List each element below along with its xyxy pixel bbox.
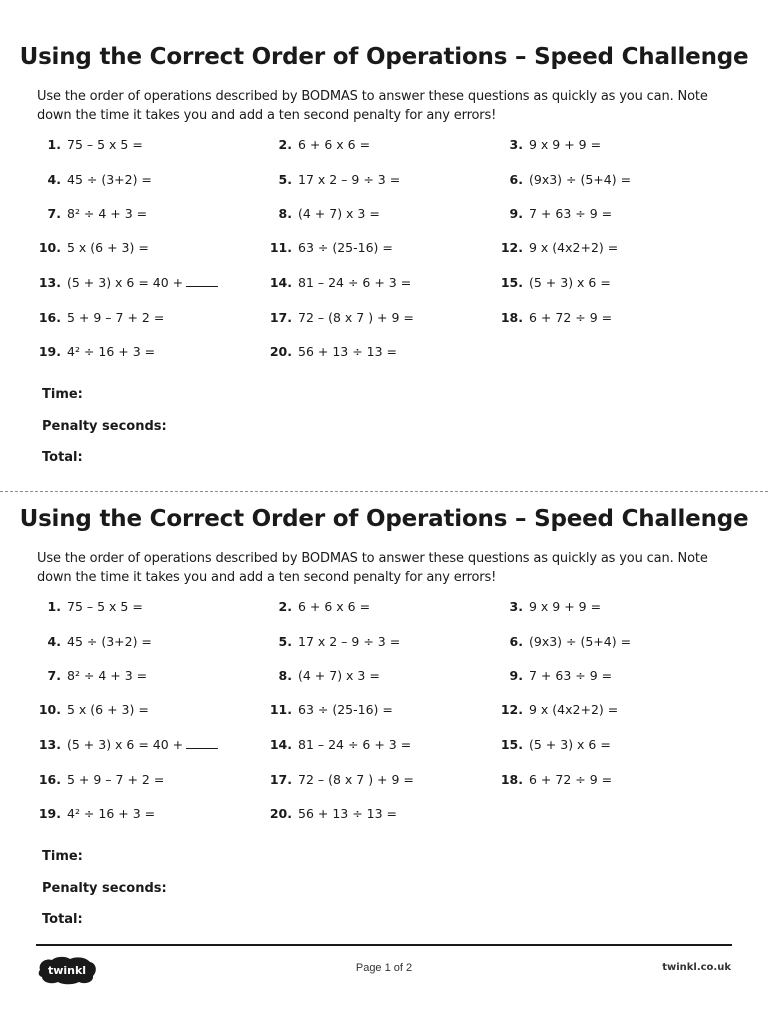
question-text: 9 x (4x2+2) = [529,240,619,255]
question-number: 11. [269,240,292,255]
question-text: (4 + 7) x 3 = [298,206,380,221]
question-text: 56 + 13 ÷ 13 = [298,344,398,359]
question-number: 16. [38,310,61,325]
question-text: 9 x (4x2+2) = [529,702,619,717]
question-text: 5 x (6 + 3) = [67,702,149,717]
question-14 [268,275,411,290]
question-1 [37,137,143,152]
question-number: 17. [269,310,292,325]
question-text: 4² ÷ 16 + 3 = [67,806,156,821]
question-20 [268,806,397,821]
question-number: 9. [509,668,523,683]
question-number: 4. [47,634,61,649]
logo-text: twinkl [47,964,87,977]
total-label: Total: [42,912,83,927]
question-number: 19. [38,806,61,821]
question-number: 20. [269,806,292,821]
question-9 [499,206,612,221]
question-number: 3. [509,599,523,614]
question-8 [268,668,380,683]
question-text: 75 – 5 x 5 = [67,137,143,152]
question-text: 72 – (8 x 7 ) + 9 = [298,772,414,787]
total-label: Total: [42,450,83,465]
site-url: twinkl.co.uk [662,962,731,973]
time-label: Time: [42,387,83,402]
question-19 [37,344,155,359]
question-text: 63 ÷ (25-16) = [298,702,393,717]
question-number: 7. [47,668,61,683]
question-number: 1. [47,137,61,152]
question-number: 19. [38,344,61,359]
question-number: 12. [500,240,523,255]
question-12 [499,702,618,717]
question-6 [499,172,631,187]
question-text: 9 x 9 + 9 = [529,137,602,152]
question-text: 45 ÷ (3+2) = [67,172,152,187]
footer-rule [36,944,732,946]
answer-blank [186,285,218,287]
question-9 [499,668,612,683]
question-18 [499,310,612,325]
question-number: 10. [38,240,61,255]
question-number: 12. [500,702,523,717]
question-4 [37,634,152,649]
question-number: 8. [278,206,292,221]
question-text: (9x3) ÷ (5+4) = [529,634,632,649]
question-number: 11. [269,702,292,717]
answer-blank [186,747,218,749]
question-number: 14. [269,275,292,290]
worksheet-title: Using the Correct Order of Operations – Speed Challenge [19,506,749,532]
page-number: Page 1 of 2 [355,962,413,974]
question-number: 6. [509,172,523,187]
question-text: 5 x (6 + 3) = [67,240,149,255]
question-text: 45 ÷ (3+2) = [67,634,152,649]
question-text: 5 + 9 – 7 + 2 = [67,772,165,787]
question-text: 56 + 13 ÷ 13 = [298,806,398,821]
question-text: (5 + 3) x 6 = [529,737,611,752]
question-number: 7. [47,206,61,221]
question-15 [499,737,611,752]
question-number: 14. [269,737,292,752]
question-3 [499,137,601,152]
question-text: 81 – 24 ÷ 6 + 3 = [298,275,412,290]
time-label: Time: [42,849,83,864]
question-number: 8. [278,668,292,683]
cut-line [0,491,768,492]
penalty-label: Penalty seconds: [42,419,167,434]
question-20 [268,344,397,359]
question-text: 75 – 5 x 5 = [67,599,143,614]
question-number: 5. [278,172,292,187]
question-text: 4² ÷ 16 + 3 = [67,344,156,359]
question-2 [268,599,370,614]
question-number: 2. [278,599,292,614]
question-text: 72 – (8 x 7 ) + 9 = [298,310,414,325]
question-text: 6 + 72 ÷ 9 = [529,310,613,325]
question-text: 8² ÷ 4 + 3 = [67,668,148,683]
instructions: Use the order of operations described by BODMAS to answer these questions as quickly as you can. Note down the time it takes you and add a ten second penalty for any errors! [37,89,708,123]
question-7 [37,668,147,683]
question-text: 5 + 9 – 7 + 2 = [67,310,165,325]
question-text: 6 + 6 x 6 = [298,599,371,614]
penalty-label: Penalty seconds: [42,881,167,896]
question-19 [37,806,155,821]
question-number: 17. [269,772,292,787]
question-4 [37,172,152,187]
question-text: 6 + 72 ÷ 9 = [529,772,613,787]
question-number: 6. [509,634,523,649]
question-number: 9. [509,206,523,221]
question-2 [268,137,370,152]
question-text: (4 + 7) x 3 = [298,668,380,683]
question-number: 10. [38,702,61,717]
instructions: Use the order of operations described by BODMAS to answer these questions as quickly as you can. Note down the time it takes you and add a ten second penalty for any errors! [37,551,708,585]
question-number: 20. [269,344,292,359]
question-16 [37,310,164,325]
question-6 [499,634,631,649]
question-14 [268,737,411,752]
question-10 [37,702,149,717]
question-number: 4. [47,172,61,187]
question-number: 13. [38,275,61,290]
question-15 [499,275,611,290]
question-text: (5 + 3) x 6 = 40 + [67,737,184,752]
question-text: 7 + 63 ÷ 9 = [529,668,613,683]
question-number: 2. [278,137,292,152]
question-number: 18. [500,772,523,787]
question-number: 5. [278,634,292,649]
question-7 [37,206,147,221]
question-text: (9x3) ÷ (5+4) = [529,172,632,187]
question-1 [37,599,143,614]
question-text: 17 x 2 – 9 ÷ 3 = [298,172,401,187]
question-5 [268,172,400,187]
question-10 [37,240,149,255]
question-17 [268,310,414,325]
question-number: 1. [47,599,61,614]
question-number: 3. [509,137,523,152]
question-number: 15. [500,737,523,752]
question-text: (5 + 3) x 6 = 40 + [67,275,184,290]
question-13 [37,737,218,752]
question-11 [268,240,393,255]
question-text: 7 + 63 ÷ 9 = [529,206,613,221]
question-3 [499,599,601,614]
question-number: 16. [38,772,61,787]
question-text: (5 + 3) x 6 = [529,275,611,290]
question-text: 81 – 24 ÷ 6 + 3 = [298,737,412,752]
question-text: 17 x 2 – 9 ÷ 3 = [298,634,401,649]
question-17 [268,772,414,787]
question-5 [268,634,400,649]
question-text: 8² ÷ 4 + 3 = [67,206,148,221]
worksheet-title: Using the Correct Order of Operations – Speed Challenge [19,44,749,70]
question-number: 15. [500,275,523,290]
question-12 [499,240,618,255]
question-11 [268,702,393,717]
question-text: 63 ÷ (25-16) = [298,240,393,255]
question-8 [268,206,380,221]
question-number: 18. [500,310,523,325]
question-text: 6 + 6 x 6 = [298,137,371,152]
question-18 [499,772,612,787]
question-text: 9 x 9 + 9 = [529,599,602,614]
question-13 [37,275,218,290]
question-number: 13. [38,737,61,752]
question-16 [37,772,164,787]
